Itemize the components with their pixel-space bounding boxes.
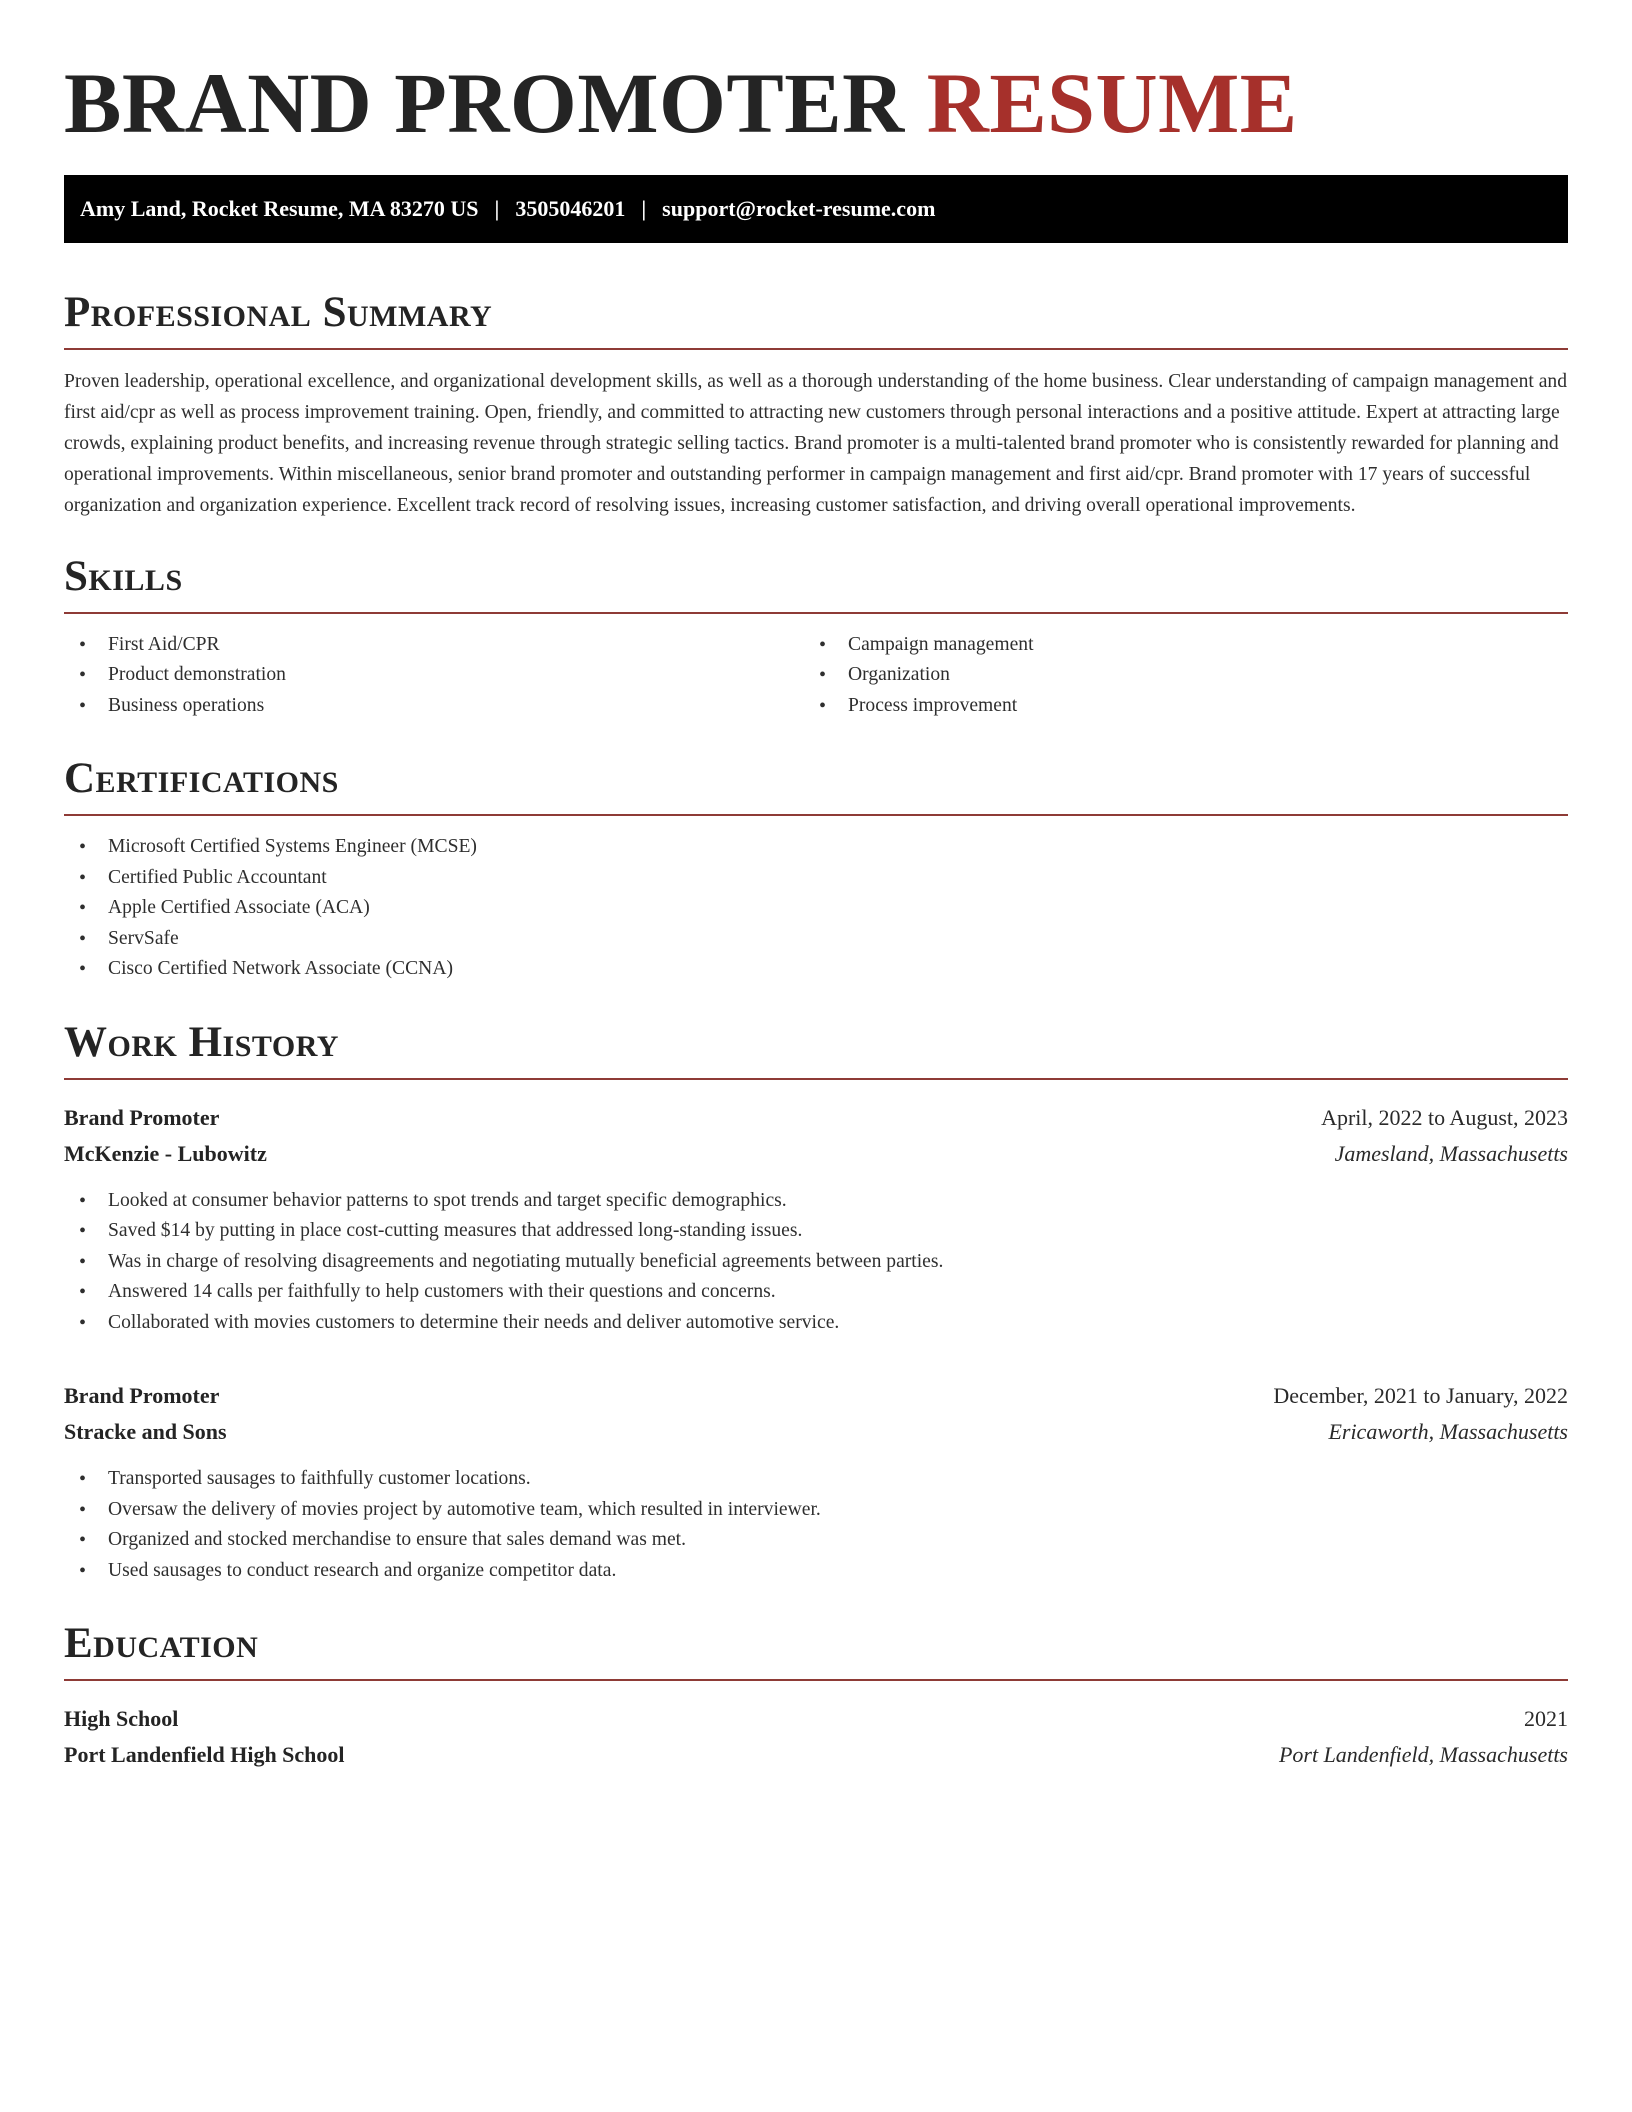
summary-heading: Professional Summary [64, 291, 1568, 350]
summary-text: Proven leadership, operational excellence, and organizational development skills, as well as a thorough understanding of the home business. Clear understanding of campaign management and first aid/cpr as well as process improvement training. Open, friendly, and committed to attracting new customers through personal interactions and a positive attitude. Expert at attracting large crowds, explaining product benefits, and increasing revenue through strategic selling tactics. Brand promoter is a multi-talented brand promoter who is consistently rewarded for planning and operational improvements. Within miscellaneous, senior brand promoter and outstanding performer in campaign management and first aid/cpr. Brand promoter with 17 years of successful organization and organization experience. Excellent track record of resolving issues, increasing customer satisfaction, and driving overall operational improvements. [64, 370, 1568, 516]
skills-heading: Skills [64, 555, 1568, 614]
education-school-row [64, 1737, 1568, 1773]
certification-item: • ServSafe [64, 924, 1568, 955]
job-duty-item: • Transported sausages to faithfully customer locations. [64, 1464, 1568, 1495]
skill-item: • Organization [804, 660, 1568, 691]
contact-email: support@rocket-resume.com [662, 195, 936, 221]
certification-item: • Cisco Certified Network Associate (CCNA) [64, 954, 1568, 985]
contact-phone: 3505046201 [515, 195, 626, 221]
job-duty-item: • Used sausages to conduct research and organize competitor data. [64, 1556, 1568, 1587]
education-entry [64, 1701, 1568, 1773]
work-history-heading: Work History [64, 1021, 1568, 1080]
job-duty-item: • Saved $14 by putting in place cost-cutting measures that addressed long-standing issues. [64, 1216, 1568, 1247]
job-location: Jamesland, Massachusetts [1334, 1140, 1568, 1166]
job-location: Ericaworth, Massachusetts [1328, 1419, 1568, 1445]
education-school: Port Landenfield High School [64, 1742, 345, 1768]
education-degree: High School [64, 1706, 179, 1732]
job-title: Brand Promoter [64, 1104, 220, 1130]
job-duty-item: • Collaborated with movies customers to determine their needs and deliver automotive service. [64, 1308, 1568, 1339]
job-duty-item: • Answered 14 calls per faithfully to help customers with their questions and concerns. [64, 1277, 1568, 1308]
job-company-row [64, 1136, 1568, 1172]
job-duties-list [64, 1186, 1568, 1339]
skill-item: • First Aid/CPR [64, 630, 804, 661]
skill-item: • Product demonstration [64, 660, 804, 691]
job-entry [64, 1100, 1568, 1339]
certification-item: • Microsoft Certified Systems Engineer (MCSE) [64, 832, 1568, 863]
certification-item: • Certified Public Accountant [64, 863, 1568, 894]
certifications-heading: Certifications [64, 757, 1568, 816]
contact-separator: | [494, 195, 500, 221]
contact-separator: | [641, 195, 647, 221]
job-duties-list [64, 1464, 1568, 1586]
job-duty-item: • Was in charge of resolving disagreements and negotiating mutually beneficial agreements between parties. [64, 1247, 1568, 1278]
job-dates: December, 2021 to January, 2022 [1273, 1383, 1568, 1409]
certifications-list [64, 832, 1568, 985]
title-accent: RESUME [926, 55, 1298, 151]
job-duty-item: • Looked at consumer behavior patterns to spot trends and target specific demographics. [64, 1186, 1568, 1217]
skill-item: • Campaign management [804, 630, 1568, 661]
resume-title [64, 0, 1568, 153]
job-company: Stracke and Sons [64, 1419, 227, 1445]
job-dates: April, 2022 to August, 2023 [1321, 1104, 1568, 1130]
education-degree-row [64, 1701, 1568, 1737]
skills-list-right [804, 630, 1568, 722]
education-heading: Education [64, 1622, 1568, 1681]
job-company: McKenzie - Lubowitz [64, 1140, 267, 1166]
work-history-section [64, 1018, 1568, 1587]
education-section [64, 1622, 1568, 1773]
job-duty-item: • Oversaw the delivery of movies project by automotive team, which resulted in interviewer. [64, 1495, 1568, 1526]
contact-bar [64, 175, 1568, 243]
job-header-row [64, 1378, 1568, 1414]
skill-item: • Process improvement [804, 691, 1568, 722]
title-main: BRAND PROMOTER [64, 55, 905, 151]
skill-item: • Business operations [64, 691, 804, 722]
contact-address: Amy Land, Rocket Resume, MA 83270 US [80, 195, 479, 221]
job-title: Brand Promoter [64, 1383, 220, 1409]
certifications-section [64, 757, 1568, 985]
job-duty-item: • Organized and stocked merchandise to ensure that sales demand was met. [64, 1525, 1568, 1556]
job-header-row [64, 1100, 1568, 1136]
job-entry [64, 1378, 1568, 1586]
skills-grid [64, 614, 1568, 722]
job-company-row [64, 1414, 1568, 1450]
certification-item: • Apple Certified Associate (ACA) [64, 893, 1568, 924]
summary-section [64, 288, 1568, 521]
education-year: 2021 [1524, 1706, 1568, 1732]
skills-section [64, 552, 1568, 722]
skills-list-left [64, 630, 804, 722]
education-location: Port Landenfield, Massachusetts [1278, 1742, 1568, 1768]
